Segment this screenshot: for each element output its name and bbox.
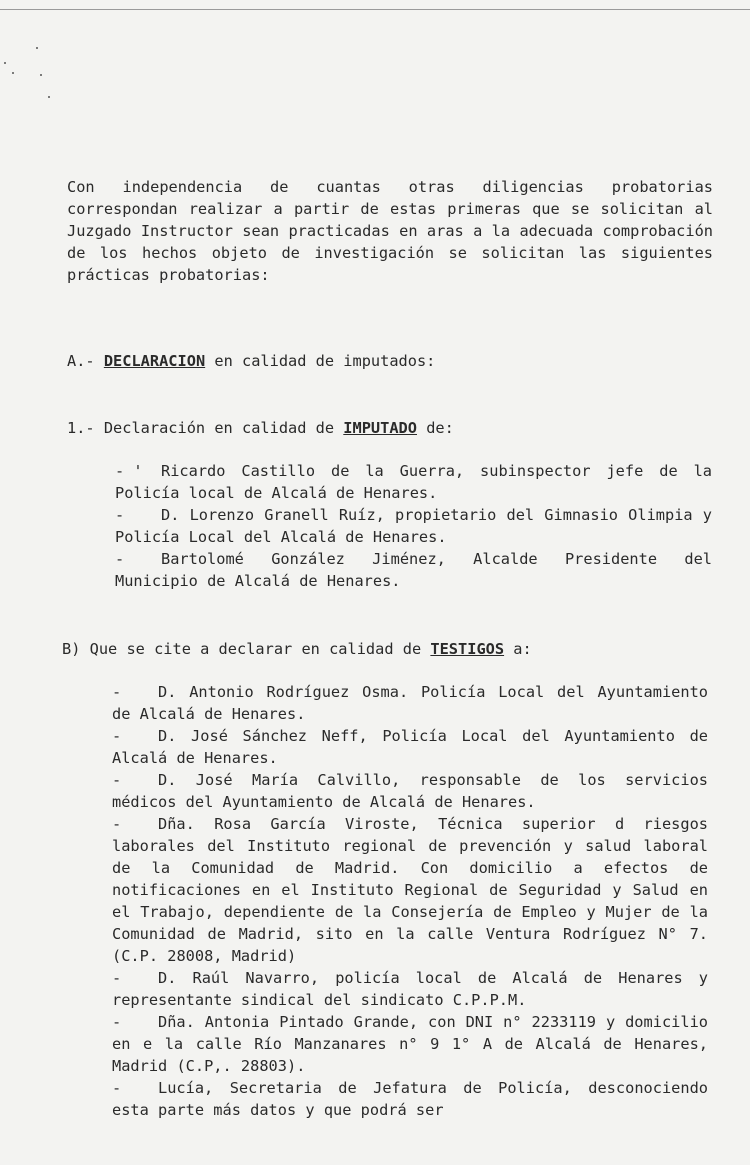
testigo-text: D. José María Calvillo, responsable de los servicios médicos del Ayuntamiento de Alcalá de Henares. — [112, 771, 708, 811]
list-item — [115, 504, 712, 548]
testigo-text: D. Raúl Navarro, policía local de Alcalá de Henares y representante sindical del sindicato C.P.P.M. — [112, 969, 708, 1009]
testigo-text: D. Antonio Rodríguez Osma. Policía Local del Ayuntamiento de Alcalá de Henares. — [112, 683, 708, 723]
scan-specks — [0, 40, 60, 110]
page-top-edge — [0, 9, 750, 10]
list-dash: - — [112, 683, 122, 701]
section-b-prefix: B) Que se cite a declarar en calidad de — [62, 640, 431, 658]
testigo-text: D. José Sánchez Neff, Policía Local del Ayuntamiento de Alcalá de Henares. — [112, 727, 708, 767]
section-1-keyword: IMPUTADO — [343, 419, 417, 437]
testigo-text: Lucía, Secretaria de Jefatura de Policía, desconociendo esta parte más datos y que podrá ser — [112, 1079, 708, 1119]
list-item — [112, 769, 708, 813]
imputados-list — [115, 460, 712, 592]
list-dash: - — [112, 1079, 122, 1097]
list-dash: - — [112, 771, 122, 789]
section-a-heading — [67, 350, 713, 372]
testigo-text: Dña. Rosa García Viroste, Técnica superior d riesgos laborales del Instituto regional de prevención y salud laboral de la Comunidad de Madrid. Con domicilio a efectos de notificaciones en el Instituto Regional de Seguridad y Salud en el Trabajo, dependiente de la Consejería de Empleo y Mujer de la Comunidad de Madrid, sito en la calle Ventura Rodríguez N° 7. (C.P. 28008, Madrid) — [112, 815, 708, 965]
speck — [40, 74, 42, 76]
list-dash: - — [112, 815, 122, 833]
section-1-prefix: 1.- Declaración en calidad de — [67, 419, 344, 437]
section-a-suffix: en calidad de imputados: — [205, 352, 436, 370]
section-b-keyword: TESTIGOS — [430, 640, 505, 658]
testigo-text: Dña. Antonia Pintado Grande, con DNI n° 2233119 y domicilio en e la calle Río Manzanares n° 9 1° A de Alcalá de Henares, Madrid (C.P,. 28803). — [112, 1013, 708, 1075]
list-item — [112, 725, 708, 769]
speck — [4, 62, 6, 64]
section-1-heading — [67, 417, 713, 439]
section-a-keyword: DECLARACION — [103, 352, 206, 370]
section-b-heading — [62, 638, 708, 660]
list-item — [112, 967, 708, 1011]
list-item — [115, 460, 712, 504]
imputado-text: Bartolomé González Jiménez, Alcalde Presidente del Municipio de Alcalá de Henares. — [115, 550, 712, 590]
list-item — [112, 681, 708, 725]
list-item — [112, 813, 708, 967]
speck — [36, 47, 38, 49]
section-a-prefix: A.- — [67, 352, 104, 370]
list-item — [112, 1011, 708, 1077]
testigos-list — [112, 681, 708, 1121]
imputado-text: D. Lorenzo Granell Ruíz, propietario del Gimnasio Olimpia y Policía Local del Alcalá de Henares. — [115, 506, 712, 546]
speck — [48, 96, 50, 98]
imputado-text: Ricardo Castillo de la Guerra, subinspector jefe de la Policía local de Alcalá de Henares. — [115, 462, 712, 502]
section-1-suffix: de: — [416, 419, 454, 437]
list-dash: - — [115, 550, 125, 568]
intro-paragraph: Con independencia de cuantas otras diligencias probatorias correspondan realizar a partir de estas primeras que se solicitan al Juzgado Instructor sean practicadas en aras a la adecuada comprobación de los hechos objeto de investigación se solicitan las siguientes prácticas probatorias: — [67, 178, 713, 284]
list-item — [112, 1077, 708, 1121]
list-dash: - — [115, 506, 125, 524]
speck — [12, 72, 14, 74]
list-dash: - — [112, 727, 122, 745]
list-dash: - — [112, 969, 122, 987]
list-item — [115, 548, 712, 592]
list-dash: - — [112, 1013, 122, 1031]
section-b-suffix: a: — [504, 640, 532, 658]
list-dash: - ' — [115, 462, 143, 480]
